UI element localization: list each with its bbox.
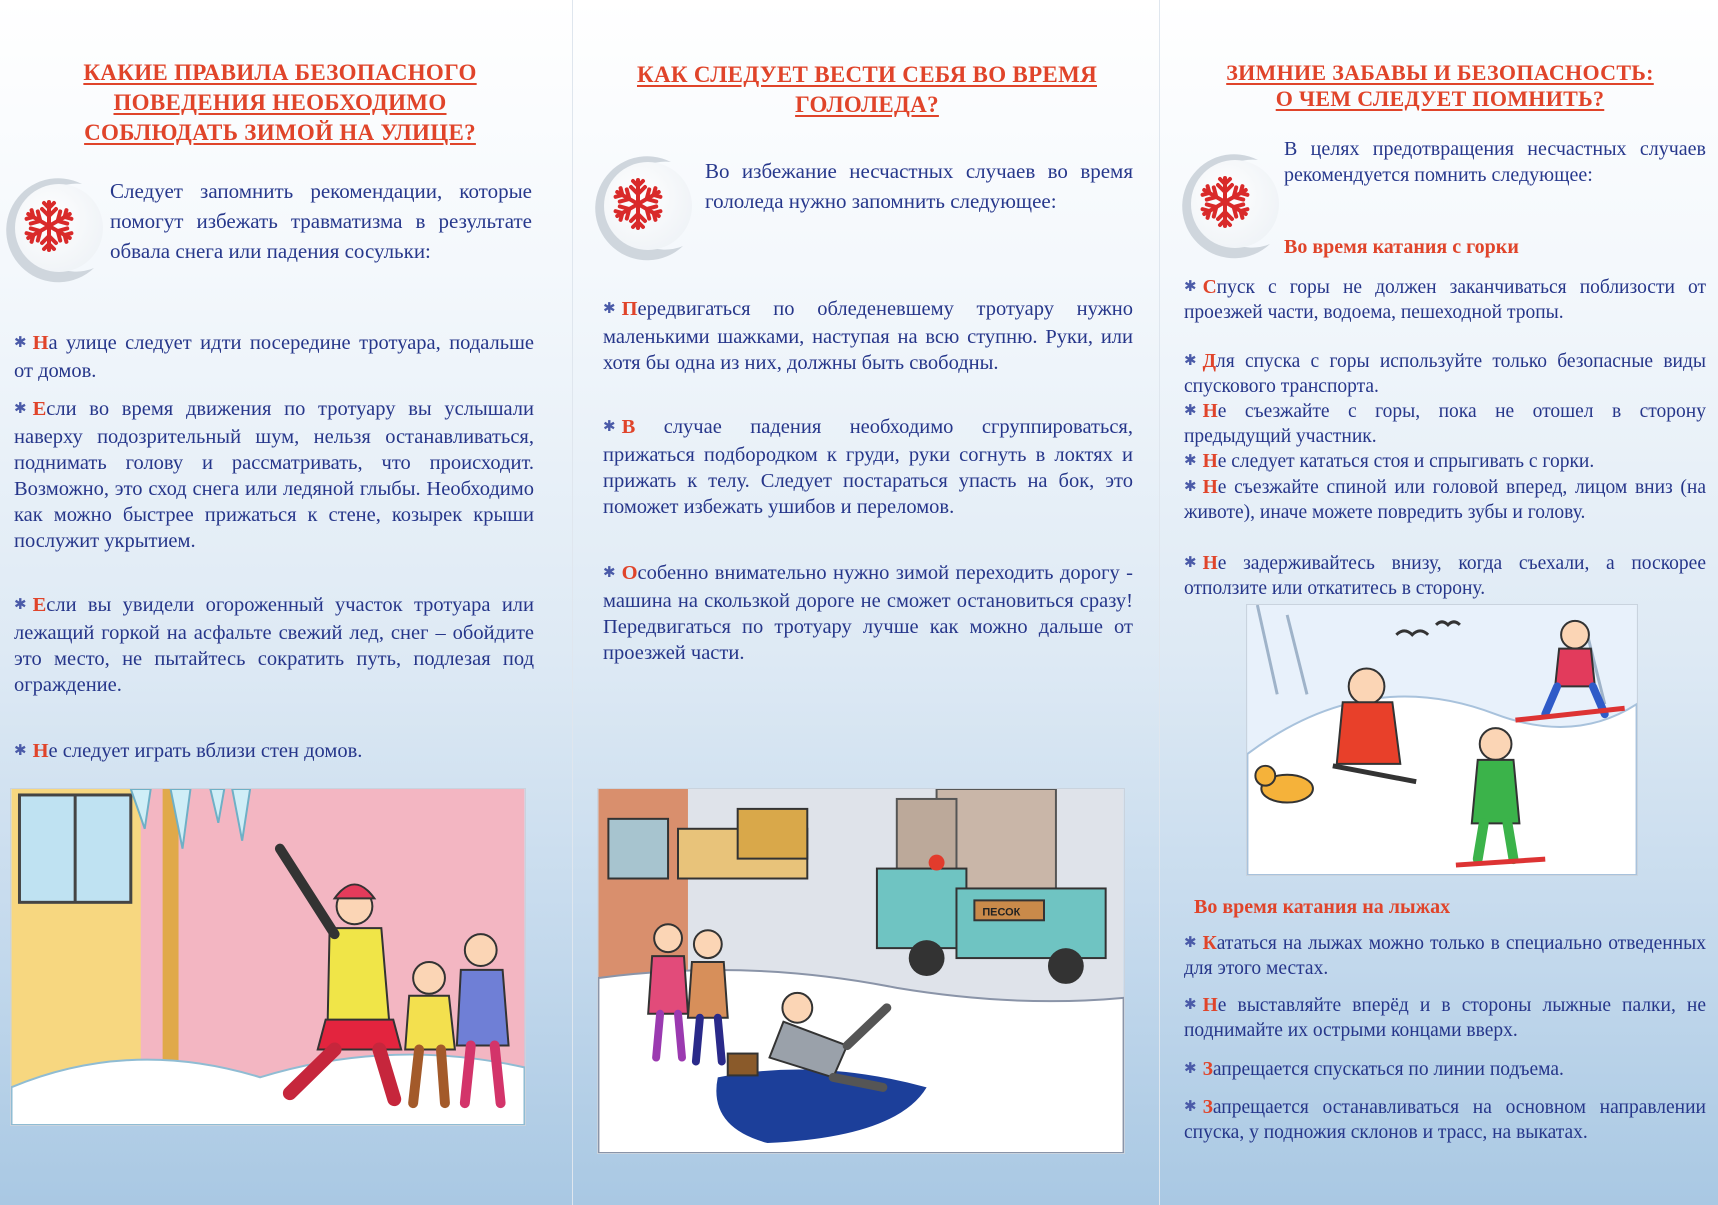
list-item <box>1184 450 1706 475</box>
bullet-icon: ✱ <box>1184 1061 1197 1077</box>
item-text: апрещается спускаться по линии подъема. <box>1212 1059 1564 1080</box>
bullet-icon: ✱ <box>14 743 27 759</box>
item-text: е съезжайте с горы, пока не отошел в сторону предыдущий участник. <box>1184 401 1706 447</box>
intro-text: В целях предотвращения несчастных случаев рекомендуется помнить следующее: <box>1284 138 1706 186</box>
bullet-icon: ✱ <box>603 301 616 317</box>
item-text: е выставляйте вперёд и в стороны лыжные палки, не поднимайте их острыми концами вверх. <box>1184 995 1706 1041</box>
title-line: ГОЛОЛЕДА? <box>795 92 939 117</box>
illustration-sledding-hill <box>1246 604 1638 876</box>
list-item <box>14 330 534 384</box>
title-line: О ЧЕМ СЛЕДУЕТ ПОМНИТЬ? <box>1275 86 1605 111</box>
list-item <box>1184 552 1706 601</box>
item-initial: Н <box>1202 995 1218 1016</box>
item-initial: Н <box>32 740 49 762</box>
panel-street-safety <box>0 0 572 1205</box>
bullet-icon: ✱ <box>603 565 616 581</box>
subheading-skiing: Во время катания на лыжах <box>1194 896 1451 918</box>
panel-title <box>30 58 530 148</box>
list-item <box>14 396 534 554</box>
subheading-sledding: Во время катания с горки <box>1284 236 1519 258</box>
list-item <box>1184 1058 1706 1083</box>
item-initial: Д <box>1202 351 1216 372</box>
item-text: случае падения необходимо сгруппироваться, прижаться подбородком к груди, руки согнуть в локтях и прижать к телу. Следует постараться упасть на бок, это поможет избежать ушибов и переломов. <box>603 416 1133 518</box>
item-initial: Н <box>1202 553 1218 574</box>
list-item <box>603 296 1133 376</box>
title-line: ПОВЕДЕНИЯ НЕОБХОДИМО <box>113 90 447 115</box>
item-text: ля спуска с горы используйте только безопасные виды спускового транспорта. <box>1184 351 1706 397</box>
item-text: е следует кататься стоя и спрыгивать с горки. <box>1217 451 1595 472</box>
bullet-icon: ✱ <box>1184 555 1197 571</box>
list-item <box>1184 476 1706 525</box>
item-initial: Е <box>32 398 47 420</box>
snowflake-icon <box>593 148 703 268</box>
snowflake-icon <box>1180 146 1290 266</box>
list-item <box>14 592 534 698</box>
item-initial: Н <box>32 332 49 354</box>
illustration-icy-road <box>597 788 1125 1154</box>
list-item <box>603 560 1133 666</box>
bullet-icon: ✱ <box>14 597 27 613</box>
bullet-icon: ✱ <box>1184 935 1197 951</box>
bullet-icon: ✱ <box>14 335 27 351</box>
title-line: КАК СЛЕДУЕТ ВЕСТИ СЕБЯ ВО ВРЕМЯ <box>636 62 1097 87</box>
bullet-icon: ✱ <box>1184 403 1197 419</box>
item-initial: З <box>1202 1059 1213 1080</box>
bullet-icon: ✱ <box>1184 353 1197 369</box>
bullet-icon: ✱ <box>1184 1099 1197 1115</box>
item-text: а улице следует идти посередине тротуара, подальше от домов. <box>14 332 534 382</box>
item-text: собенно внимательно нужно зимой переходить дорогу - машина на скользкой дороге не сможет остановиться сразу! Передвигаться по тротуару лучше как можно дальше от проезжей части. <box>603 562 1133 664</box>
item-initial: Е <box>32 594 47 616</box>
item-text: пуск с горы не должен заканчиваться поблизости от проезжей части, водоема, пешеходной тропы. <box>1184 277 1706 323</box>
list-item <box>1184 400 1706 449</box>
title-line: СОБЛЮДАТЬ ЗИМОЙ НА УЛИЦЕ? <box>84 120 476 145</box>
item-initial: З <box>1202 1097 1213 1118</box>
item-initial: О <box>621 562 638 584</box>
item-text: е съезжайте спиной или головой вперед, лицом вниз (на животе), иначе можете повредить зубы и голову. <box>1184 477 1706 523</box>
list-item <box>1184 994 1706 1043</box>
panel-ice-safety <box>572 0 1160 1205</box>
list-item <box>1184 276 1706 325</box>
item-text: ататься на лыжах можно только в специально отведенных для этого местах. <box>1184 933 1706 979</box>
list-item <box>603 414 1133 520</box>
bullet-icon: ✱ <box>1184 453 1197 469</box>
title-line: КАКИЕ ПРАВИЛА БЕЗОПАСНОГО <box>83 60 477 85</box>
item-initial: Н <box>1202 401 1218 422</box>
item-initial: Н <box>1202 477 1218 498</box>
bullet-icon: ✱ <box>603 419 616 435</box>
list-item <box>1184 1096 1706 1145</box>
intro-text: Во избежание несчастных случаев во время гололеда нужно запомнить следующее: <box>705 159 1133 213</box>
panel-title <box>595 60 1139 120</box>
item-initial: Н <box>1202 451 1218 472</box>
item-initial: П <box>621 298 638 320</box>
item-text: апрещается останавливаться на основном направлении спуска, у подножия склонов и трасс, на выкатах. <box>1184 1097 1706 1143</box>
bullet-icon: ✱ <box>1184 997 1197 1013</box>
panel-winter-fun <box>1160 0 1718 1205</box>
truck-label: ПЕСОК <box>982 906 1021 919</box>
bullet-icon: ✱ <box>1184 479 1197 495</box>
list-item <box>1184 350 1706 399</box>
item-initial: С <box>1202 277 1217 298</box>
intro-text: Следует запомнить рекомендации, которые помогут избежать травматизма в результате обвала снега или падения сосульки: <box>110 179 532 263</box>
bullet-icon: ✱ <box>14 401 27 417</box>
bullet-icon: ✱ <box>1184 279 1197 295</box>
item-text: сли во время движения по тротуару вы услышали наверху подозрительный шум, нельзя останавливаться, поднимать голову и рассматривать, что происходит. Возможно, это сход снега или ледяной глыбы. Необходимо как можно быстрее прижаться к стене, козырек крыши послужит укрытием. <box>14 398 534 552</box>
list-item <box>14 738 534 766</box>
item-text: ередвигаться по обледеневшему тротуару нужно маленькими шажками, наступая на всю ступню. Руки, или хотя бы одна из них, должны быть свободны. <box>603 298 1133 374</box>
snowflake-icon <box>4 170 114 290</box>
item-initial: В <box>621 416 636 438</box>
title-line: ЗИМНИЕ ЗАБАВЫ И БЕЗОПАСНОСТЬ: <box>1226 60 1654 85</box>
item-initial: К <box>1202 933 1217 954</box>
panel-title <box>1210 60 1670 112</box>
item-text: е задерживайтесь внизу, когда съехали, а поскорее отползите или откатитесь в сторону. <box>1184 553 1706 599</box>
illustration-icicles-street <box>10 788 526 1126</box>
item-text: е следует играть вблизи стен домов. <box>48 740 363 762</box>
list-item <box>1184 932 1706 981</box>
item-text: сли вы увидели огороженный участок тротуара или лежащий горкой на асфальте свежий лед, снег – обойдите это место, не пытайтесь сократить путь, подлезая под ограждение. <box>14 594 534 696</box>
